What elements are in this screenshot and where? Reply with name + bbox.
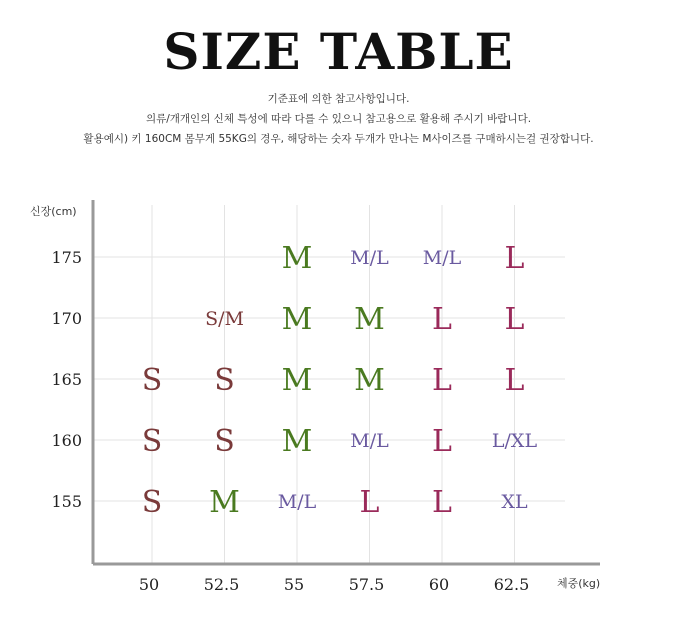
y-axis-title: 신장(cm): [30, 205, 77, 218]
x-tick-label: 62.5: [493, 575, 530, 594]
size-cell-label: S: [141, 363, 163, 398]
size-cell-label: L: [432, 485, 452, 520]
size-cell-label: M/L: [422, 247, 462, 269]
size-cell-label: L: [432, 302, 452, 337]
size-cell-label: M/L: [277, 491, 317, 513]
size-cell-label: M: [354, 302, 385, 337]
x-tick-label: 52.5: [203, 575, 240, 594]
size-cell-label: S: [141, 485, 163, 520]
size-cell-label: L: [504, 302, 525, 337]
size-cell-label: XL: [501, 491, 528, 513]
size-cell-label: L: [504, 241, 525, 276]
x-axis-title: 체중(kg): [557, 577, 601, 590]
size-cell-label: L: [432, 363, 452, 398]
x-tick-label: 55: [283, 575, 305, 594]
size-cell-label: M: [281, 241, 313, 276]
y-tick-label: 160: [51, 431, 82, 450]
y-tick-label: 175: [51, 248, 82, 267]
size-cell-label: L: [359, 485, 380, 520]
note-line-3: 활용예시) 키 160CM 몸무게 55KG의 경우, 해당하는 숫자 두개가 만나는 M사이즈를 구매하시는걸 권장합니다.: [83, 133, 594, 145]
size-cell-label: S: [141, 424, 163, 459]
size-cell-label: S: [214, 424, 235, 459]
size-cell-label: L: [432, 424, 452, 459]
size-cell-label: M: [281, 363, 313, 398]
size-cell-label: M: [281, 424, 313, 459]
size-cell-label: L/XL: [491, 430, 538, 452]
size-cell-label: L: [504, 363, 525, 398]
note-line-1: 기준표에 의한 참고사항입니다.: [267, 93, 410, 105]
x-tick-label: 50: [138, 575, 160, 594]
size-cell-label: S/M: [205, 308, 244, 330]
size-cell-label: M/L: [350, 247, 389, 269]
size-cell-label: S: [214, 363, 235, 398]
y-tick-label: 155: [51, 492, 82, 511]
x-tick-label: 60: [428, 575, 450, 594]
size-cell-label: M/L: [350, 430, 389, 452]
y-tick-label: 170: [51, 309, 82, 328]
y-tick-label: 165: [51, 370, 82, 389]
size-cell-label: M: [209, 485, 240, 520]
note-line-2: 의류/개개인의 신체 특성에 따라 다를 수 있으니 참고용으로 활용해 주시기 바랍니다.: [145, 113, 532, 125]
page-title: SIZE TABLE: [163, 22, 514, 81]
size-cell-label: M: [354, 363, 385, 398]
size-cell-label: M: [281, 302, 313, 337]
x-tick-label: 57.5: [348, 575, 385, 594]
